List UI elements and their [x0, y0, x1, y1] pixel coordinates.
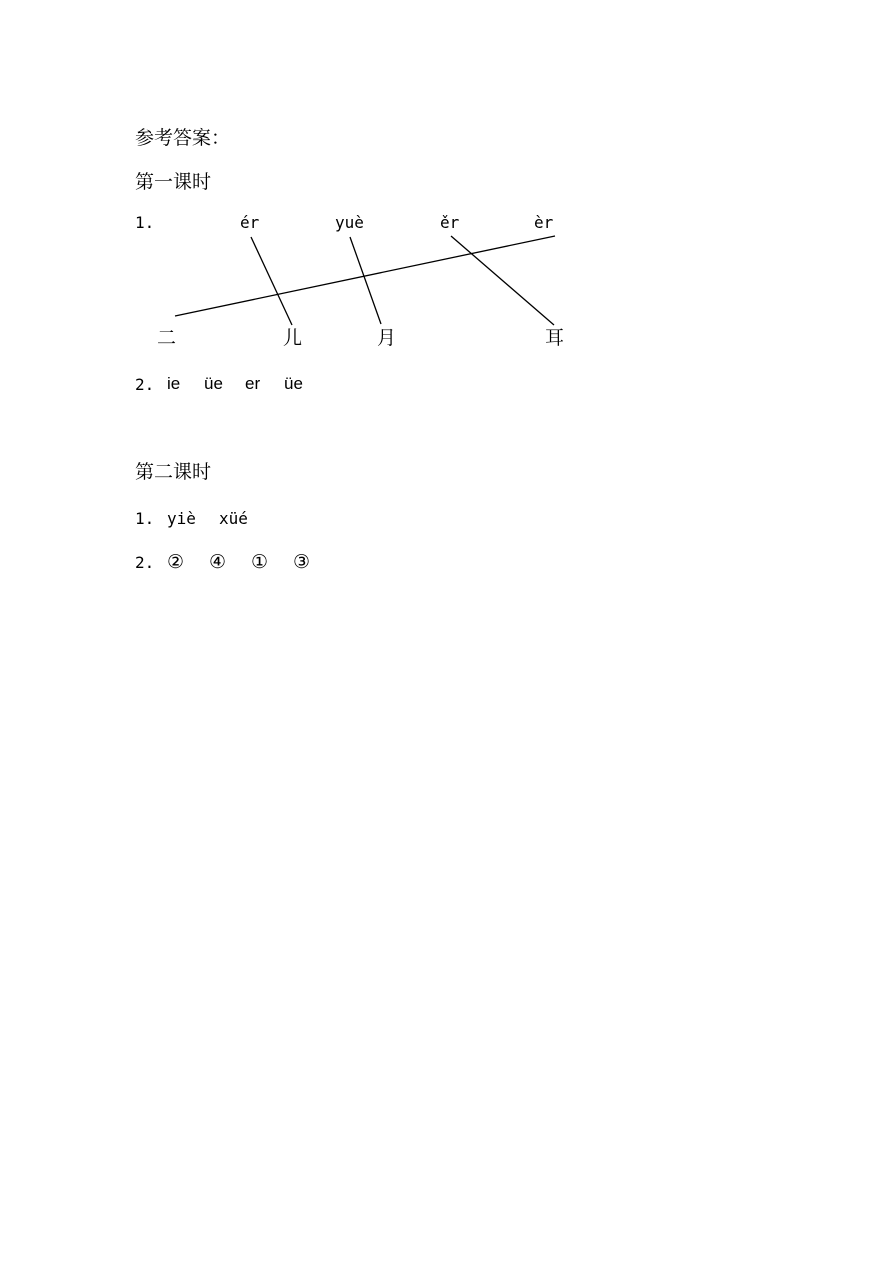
order-circled-2: ② — [167, 551, 185, 573]
char-yue-moon: 月 — [377, 327, 397, 349]
answer-ie: ie — [167, 374, 181, 393]
char-er-child: 儿 — [283, 327, 303, 349]
pinyin-er3: ěr — [440, 213, 460, 232]
pinyin-yue4: yuè — [335, 213, 364, 232]
answer-ue-2: üe — [284, 374, 303, 393]
lesson1-title: 第一课时 — [135, 171, 212, 193]
lesson2-q2-number: 2. — [135, 553, 155, 572]
match-line-er3-to-er — [451, 236, 554, 325]
answer-er: er — [245, 374, 261, 393]
match-line-er2-to-er — [251, 237, 292, 325]
answer-xue: xüé — [219, 509, 248, 528]
char-er-ear: 耳 — [545, 327, 565, 349]
matching-lines — [0, 0, 892, 400]
pinyin-er4: èr — [534, 213, 554, 232]
answer-heading: 参考答案： — [135, 127, 231, 149]
char-er-two: 二 — [157, 327, 177, 349]
order-circled-4: ④ — [209, 551, 227, 573]
lesson2-title: 第二课时 — [135, 461, 212, 483]
lesson2-q1-number: 1. — [135, 509, 155, 528]
match-line-yue-to-yue — [350, 237, 381, 324]
lesson1-q1-number: 1. — [135, 213, 155, 232]
pinyin-er2: ér — [240, 213, 260, 232]
answer-yie: yiè — [167, 509, 196, 528]
order-circled-1: ① — [251, 551, 269, 573]
order-circled-3: ③ — [293, 551, 311, 573]
answer-ue-1: üe — [204, 374, 223, 393]
lesson1-q2-number: 2. — [135, 375, 155, 394]
